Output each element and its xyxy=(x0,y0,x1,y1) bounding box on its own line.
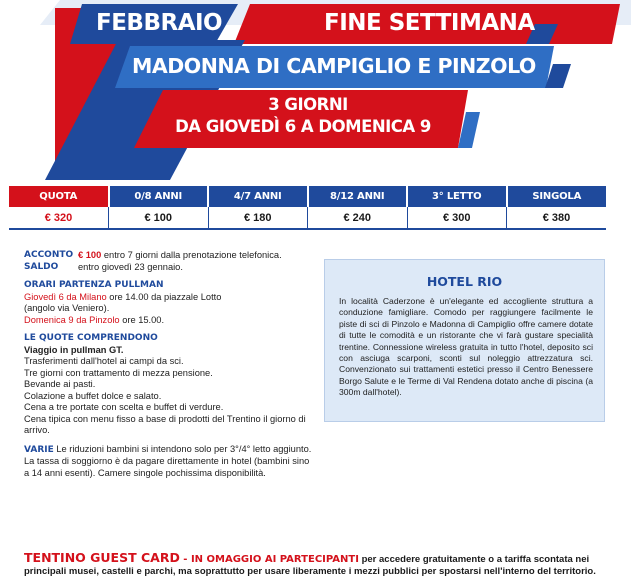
includes-item: Cena a tre portate con scelta e buffet di verdure. xyxy=(24,402,224,412)
includes-subtitle: Viaggio in pullman GT. xyxy=(24,344,124,355)
varie-label: VARIE xyxy=(24,444,54,455)
saldo-row xyxy=(24,262,314,274)
price-singola: € 380 xyxy=(507,207,607,229)
includes-section xyxy=(24,333,314,437)
acconto-label: ACCONTO xyxy=(24,250,74,260)
acconto-row xyxy=(24,250,314,262)
varie-text: Le riduzioni bambini si intendono solo per 3°/4° letto aggiunto. La tassa di soggiorno è da pagare direttamente in hotel (bambini sino a 14 anni esenti). Camere singole pochissima disponibilità. xyxy=(24,443,312,478)
saldo-label: SALDO xyxy=(24,261,59,272)
schedule-line1-red: Giovedì 6 da Milano xyxy=(24,291,107,302)
price-table-header xyxy=(9,186,606,207)
price-table xyxy=(9,186,606,230)
duration-title: 3 GIORNI xyxy=(268,95,348,114)
col-header-3-letto: 3° LETTO xyxy=(407,186,507,207)
schedule-line3-red: Domenica 9 da Pinzolo xyxy=(24,314,120,325)
schedule-line3-text: ore 15.00. xyxy=(119,314,165,325)
price-quota: € 320 xyxy=(9,207,109,229)
price-4-7: € 180 xyxy=(208,207,308,229)
acconto-text: entro 7 giorni dalla prenotazione telefonica. xyxy=(103,250,282,260)
price-3-letto: € 300 xyxy=(407,207,507,229)
guest-card-subtitle: - IN OMAGGIO AI PARTECIPANTI xyxy=(179,554,359,565)
price-0-8: € 100 xyxy=(109,207,209,229)
period-title: FINE SETTIMANA xyxy=(324,10,535,36)
col-header-quota: QUOTA xyxy=(9,186,109,207)
includes-item: Trasferimenti dall'hotel ai campi da sci. xyxy=(24,356,184,366)
col-header-0-8: 0/8 ANNI xyxy=(109,186,209,207)
guest-card-title: TENTINO GUEST CARD xyxy=(24,550,180,565)
price-8-12: € 240 xyxy=(308,207,408,229)
col-header-singola: SINGOLA xyxy=(507,186,607,207)
price-table-row xyxy=(9,207,606,229)
includes-title: LE QUOTE COMPRENDONO xyxy=(24,333,158,343)
varie-section xyxy=(24,444,314,480)
schedule-title: ORARI PARTENZA PULLMAN xyxy=(24,280,164,290)
acconto-amount: € 100 xyxy=(78,250,102,260)
schedule-line1-text: ore 14.00 da piazzale Lotto xyxy=(106,291,222,302)
dates-title: DA GIOVEDÌ 6 A DOMENICA 9 xyxy=(175,117,431,136)
hotel-description: In località Caderzone è un'elegante ed accogliente struttura a conduzione famigliare. Comodo per raggiungere facilmente le piste di sci di Pinzolo e Madonna di Campiglio offre camere dotate di tutte le comodità e un ristorante che vi farà gustare specialità trentine. Connessione wireless gratuita in tutto l'hotel, deposito sci con asciuga scarponi, sconti sul noleggio attrezzatura sci. Convenzionato sui trattamenti estetici presso il Centro Benessere Borgo Salute e le Terme di Val Rendena dotato anche di piscina (a 300m dall'hotel). xyxy=(339,296,593,398)
destination-title: MADONNA DI CAMPIGLIO E PINZOLO xyxy=(132,54,536,78)
hotel-box xyxy=(324,259,605,422)
schedule-section xyxy=(24,280,314,326)
saldo-text: entro giovedì 23 gennaio. xyxy=(78,261,183,272)
includes-item: Bevande ai pasti. xyxy=(24,379,96,389)
col-header-4-7: 4/7 ANNI xyxy=(208,186,308,207)
month-title: FEBBRAIO xyxy=(96,10,223,36)
includes-item: Colazione a buffet dolce e salato. xyxy=(24,390,162,401)
includes-item: Tre giorni con trattamento di mezza pensione. xyxy=(24,367,213,378)
hotel-name: HOTEL RIO xyxy=(426,274,503,289)
col-header-8-12: 8/12 ANNI xyxy=(308,186,408,207)
schedule-line2: (angolo via Veniero). xyxy=(24,303,110,313)
guest-card-footer xyxy=(24,552,614,578)
header-banner xyxy=(0,0,631,180)
includes-item: Cena tipica con menu fisso a base di prodotti del Trentino il giorno di arrivo. xyxy=(24,413,306,435)
info-column xyxy=(24,250,314,479)
guest-card-text: per accedere gratuitamente o a tariffa scontata nei principali musei, castelli e parchi, ma soprattutto per usare liberamente i mezzi pubblici per spostarsi nell'interno del territorio. xyxy=(24,554,596,577)
